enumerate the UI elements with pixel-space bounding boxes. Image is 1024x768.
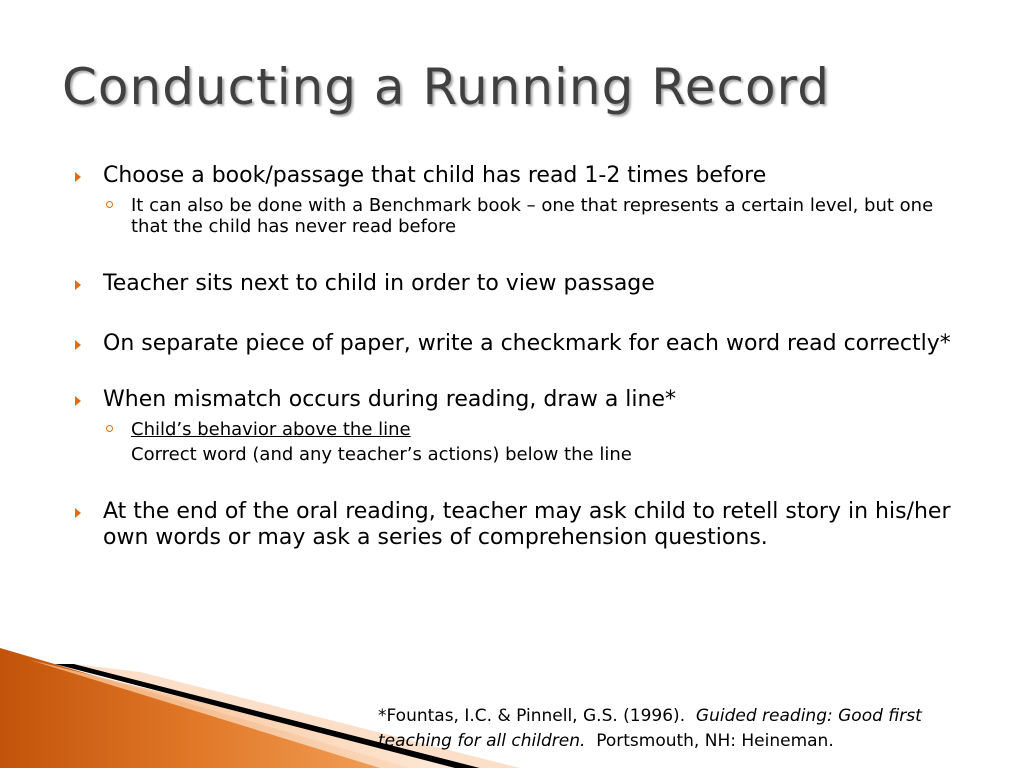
bullet-text: On separate piece of paper, write a checkmark for each word read correctly* bbox=[103, 331, 951, 356]
arrow-bullet-icon bbox=[75, 172, 81, 182]
page-title: Conducting a Running Record bbox=[62, 58, 830, 116]
list-item bbox=[73, 331, 973, 357]
bullet-list bbox=[73, 163, 973, 585]
ring-bullet-icon bbox=[106, 201, 113, 208]
citation bbox=[378, 704, 998, 754]
bullet-text: When mismatch occurs during reading, draw a line* bbox=[103, 387, 677, 412]
citation-book-title: Guided reading: Good first teaching for all children. bbox=[378, 706, 922, 751]
ring-bullet-icon bbox=[106, 425, 113, 432]
sub-bullet-text: It can also be done with a Benchmark book – one that represents a certain level, but one that the child has never read before bbox=[131, 195, 934, 237]
list-item bbox=[73, 271, 973, 297]
arrow-bullet-icon bbox=[75, 280, 81, 290]
list-item bbox=[73, 163, 973, 189]
arrow-bullet-icon bbox=[75, 340, 81, 350]
sub-list-item bbox=[73, 195, 973, 237]
sub-list-item bbox=[73, 444, 973, 465]
bullet-text: Teacher sits next to child in order to view passage bbox=[103, 271, 655, 296]
arrow-bullet-icon bbox=[75, 508, 81, 518]
bullet-text: At the end of the oral reading, teacher may ask child to retell story in his/her own words or may ask a series of comprehension questions. bbox=[103, 499, 951, 550]
sub-list bbox=[73, 419, 973, 465]
citation-authors: *Fountas, I.C. & Pinnell, G.S. (1996). bbox=[378, 706, 686, 726]
sub-bullet-text: Correct word (and any teacher’s actions) below the line bbox=[131, 444, 632, 465]
arrow-bullet-icon bbox=[75, 396, 81, 406]
sub-list bbox=[73, 195, 973, 237]
citation-publisher: Portsmouth, NH: Heineman. bbox=[596, 731, 834, 751]
list-item bbox=[73, 499, 973, 551]
sub-bullet-text: Child’s behavior above the line bbox=[131, 419, 411, 440]
bullet-text: Choose a book/passage that child has read 1-2 times before bbox=[103, 163, 767, 188]
list-item bbox=[73, 387, 973, 413]
sub-list-item bbox=[73, 419, 973, 440]
